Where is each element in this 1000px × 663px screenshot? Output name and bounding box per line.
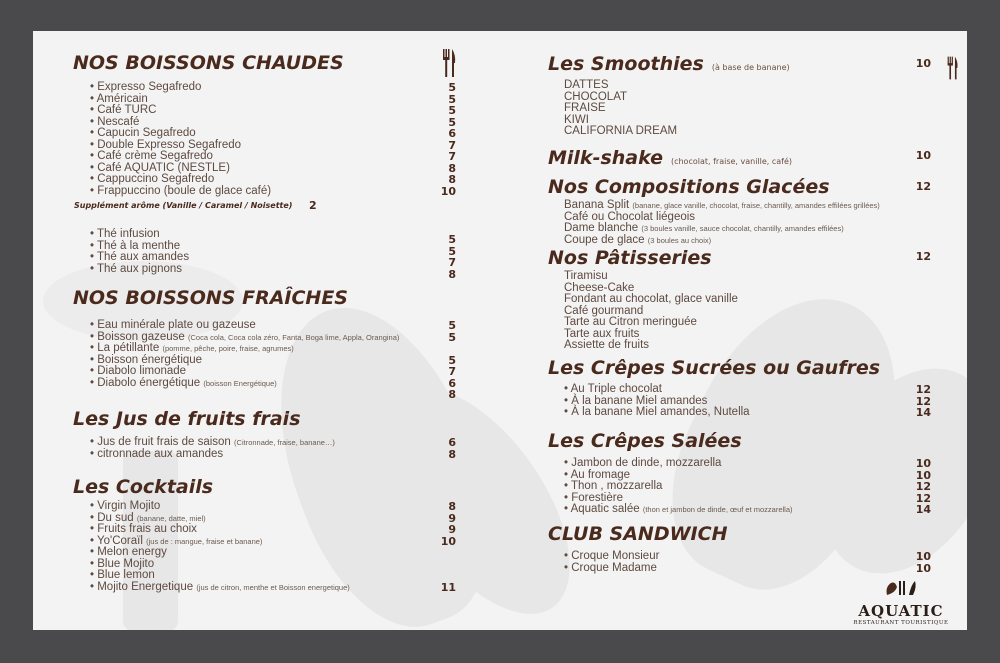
list-item: Tarte aux fruits (564, 327, 640, 340)
list-item: Café ou Chocolat liégeois (564, 210, 696, 223)
cold-drinks-list (90, 320, 399, 389)
club-sandwich-prices (901, 551, 931, 574)
price: 8 (448, 173, 456, 186)
fork-knife-icon (946, 55, 959, 81)
list-item: • Thé aux pignons (90, 262, 183, 275)
juice-list (90, 437, 335, 460)
tea-prices (426, 234, 456, 280)
fork-knife-icon (441, 49, 457, 77)
cocktails-list (90, 501, 350, 593)
list-item: • Croque Monsieur (564, 550, 660, 562)
price: 10 (440, 534, 456, 548)
menu-sheet (33, 31, 967, 630)
list-item: FRAISE (564, 102, 606, 114)
club-sandwich-list (564, 551, 659, 574)
cold-drinks-prices (426, 320, 456, 401)
hot-drinks-title: NOS BOISSONS CHAUDES (73, 52, 344, 74)
crepes-sucrees-title: Les Crêpes Sucrées ou Gaufres (548, 357, 881, 379)
hot-drinks-prices (426, 82, 456, 197)
price: 6 (448, 436, 456, 449)
patisseries-price: 12 (915, 250, 931, 263)
glaces-list (564, 200, 880, 246)
list-item: • Jus de fruit frais de saison (Citronnade, fraise, banane…) (90, 436, 335, 448)
price: 6 (448, 376, 456, 390)
list-item: • Au fromage (564, 468, 631, 481)
list-item: • Melon energy (90, 546, 167, 558)
price: 8 (448, 447, 456, 461)
crepes-sucrees-prices (901, 384, 931, 419)
price: 10 (440, 184, 456, 198)
crepes-sucrees-list (564, 384, 750, 419)
list-item: • Expresso Segafredo (90, 81, 202, 93)
cocktails-prices (426, 501, 456, 547)
list-item: • Eau minérale plate ou gazeuse (90, 319, 256, 331)
price: 7 (448, 256, 456, 269)
list-item: • Américain (90, 92, 148, 105)
price: 12 (915, 491, 931, 505)
milkshake-price: 10 (915, 149, 931, 162)
list-item: • citronnade aux amandes (90, 447, 224, 460)
price: 14 (915, 406, 931, 419)
price: 5 (448, 104, 456, 117)
crepes-salees-title: Les Crêpes Salées (548, 430, 742, 452)
aquatic-logo-icon (883, 579, 919, 597)
list-item: Café gourmand (564, 304, 644, 317)
list-item: Dame blanche (3 boules vanille, sauce chocolat, chantilly, amandes effilées) (564, 222, 844, 234)
list-item: • Café AQUATIC (NESTLE) (90, 161, 230, 174)
crepes-salees-prices (901, 458, 931, 516)
list-item: • Thé infusion (90, 228, 160, 240)
price: 10 (915, 457, 931, 470)
list-item: • Thon , mozzarella (564, 480, 663, 492)
price: 7 (448, 138, 456, 152)
aquatic-logo (851, 579, 951, 626)
price: 5 (448, 353, 456, 367)
price: 12 (915, 480, 931, 493)
price: 5 (448, 115, 456, 129)
supplement-price: 2 (309, 199, 317, 212)
price: 5 (448, 244, 456, 258)
logo-subtitle: RESTAURANT TOURISTIQUE (853, 620, 949, 626)
price: 10 (915, 561, 931, 575)
mojito-energetique-price: 11 (440, 581, 456, 594)
cold-drinks-title: NOS BOISSONS FRAÎCHES (73, 287, 348, 309)
list-item: • À la banane Miel amandes (564, 394, 708, 407)
list-item: • Aquatic salée (thon et jambon de dinde, œuf et mozzarella) (564, 503, 793, 515)
list-item: • Frappuccino (boule de glace café) (90, 184, 272, 197)
price: 5 (448, 330, 456, 344)
price: 8 (448, 500, 456, 513)
list-item: • Nescafé (90, 115, 140, 128)
smoothies-list (564, 80, 677, 138)
glaces-title: Nos Compositions Glacées (548, 176, 830, 198)
price: 10 (915, 550, 931, 563)
smoothies-title: Les Smoothies (à base de banane) (548, 53, 790, 75)
price: 14 (915, 503, 931, 516)
list-item: DATTES (564, 79, 609, 91)
supplement-label: Supplément arôme (Vanille / Caramel / Noisette) (74, 201, 293, 210)
juice-prices (426, 437, 456, 460)
list-item: • Blue lemon (90, 569, 155, 581)
list-item: • Double Expresso Segafredo (90, 138, 242, 151)
list-item: • Diabolo limonade (90, 365, 187, 377)
price: 12 (915, 394, 931, 408)
list-item: • Forestière (564, 491, 623, 504)
list-item: • Cappuccino Segafredo (90, 173, 215, 185)
crepes-salees-list (564, 458, 793, 516)
list-item: Tiramisu (564, 270, 608, 282)
juice-title: Les Jus de fruits frais (73, 408, 301, 430)
list-item: • Yo'Coraïl (jus de : mangue, fraise et banane) (90, 534, 263, 547)
patisseries-title: Nos Pâtisseries (548, 247, 712, 269)
price: 5 (448, 233, 456, 246)
list-item: Fondant au chocolat, glace vanille (564, 293, 738, 305)
hot-drinks-list (90, 82, 271, 197)
price: 10 (915, 468, 931, 482)
list-item: CALIFORNIA DREAM (564, 125, 678, 137)
price: 9 (448, 523, 456, 536)
list-item: Cheese-Cake (564, 281, 635, 294)
price: 5 (448, 92, 456, 106)
list-item: • À la banane Miel amandes, Nutella (564, 406, 750, 418)
price: 8 (448, 267, 456, 281)
cocktails-title: Les Cocktails (73, 476, 214, 498)
list-item: Tarte au Citron meringuée (564, 316, 697, 328)
price: 5 (448, 319, 456, 332)
list-item: CHOCOLAT (564, 90, 628, 103)
price: 9 (448, 511, 456, 525)
list-item: Banana Split (banane, glace vanille, chocolat, fraise, chantilly, amandes effilées grillées) (564, 199, 880, 211)
list-item: • Croque Madame (564, 561, 657, 574)
club-sandwich-title: CLUB SANDWICH (548, 523, 728, 545)
list-item: • Jambon de dinde, mozzarella (564, 457, 722, 469)
list-item: Coupe de glace (3 boules au choix) (564, 233, 712, 246)
price: 5 (448, 81, 456, 94)
list-item: • Au Triple chocolat (564, 383, 662, 395)
milkshake-title: Milk-shake (chocolat, fraise, vanille, café) (548, 147, 793, 169)
list-item: • Capucin Segafredo (90, 127, 196, 139)
price: 6 (448, 127, 456, 140)
list-item: • Fruits frais au choix (90, 523, 197, 535)
list-item: • Thé aux amandes (90, 251, 190, 263)
price: 8 (448, 388, 456, 401)
list-item: • Thé à la menthe (90, 239, 181, 252)
list-item: Assiette de fruits (564, 339, 650, 351)
price: 12 (915, 383, 931, 396)
patisseries-list (564, 271, 738, 352)
list-item: • Boisson gazeuse (Coca cola, Coca cola zéro, Fanta, Boga lime, Appla, Orangina) (90, 330, 400, 343)
list-item: • Café TURC (90, 104, 157, 116)
price: 7 (448, 150, 456, 163)
list-item: • Mojito Energetique (jus de citron, menthe et Boisson energetique) (90, 580, 350, 593)
glaces-price: 12 (915, 180, 931, 193)
smoothies-price: 10 (915, 57, 931, 70)
list-item: • Virgin Mojito (90, 500, 161, 512)
logo-text: AQUATIC (858, 602, 944, 620)
price: 8 (448, 161, 456, 175)
list-item: • Diabolo énergétique (boisson Energétique) (90, 376, 277, 389)
list-item: • Du sud (banane, datte, miel) (90, 511, 206, 524)
price: 7 (448, 365, 456, 378)
list-item: • Boisson énergétique (90, 353, 203, 366)
list-item: • Blue Mojito (90, 557, 155, 570)
list-item: • Café crème Segafredo (90, 150, 213, 162)
list-item: KIWI (564, 113, 589, 126)
list-item: • La pétillante (pomme, pêche, poire, fraise, agrumes) (90, 342, 294, 354)
tea-list (90, 229, 189, 275)
price (426, 343, 456, 355)
